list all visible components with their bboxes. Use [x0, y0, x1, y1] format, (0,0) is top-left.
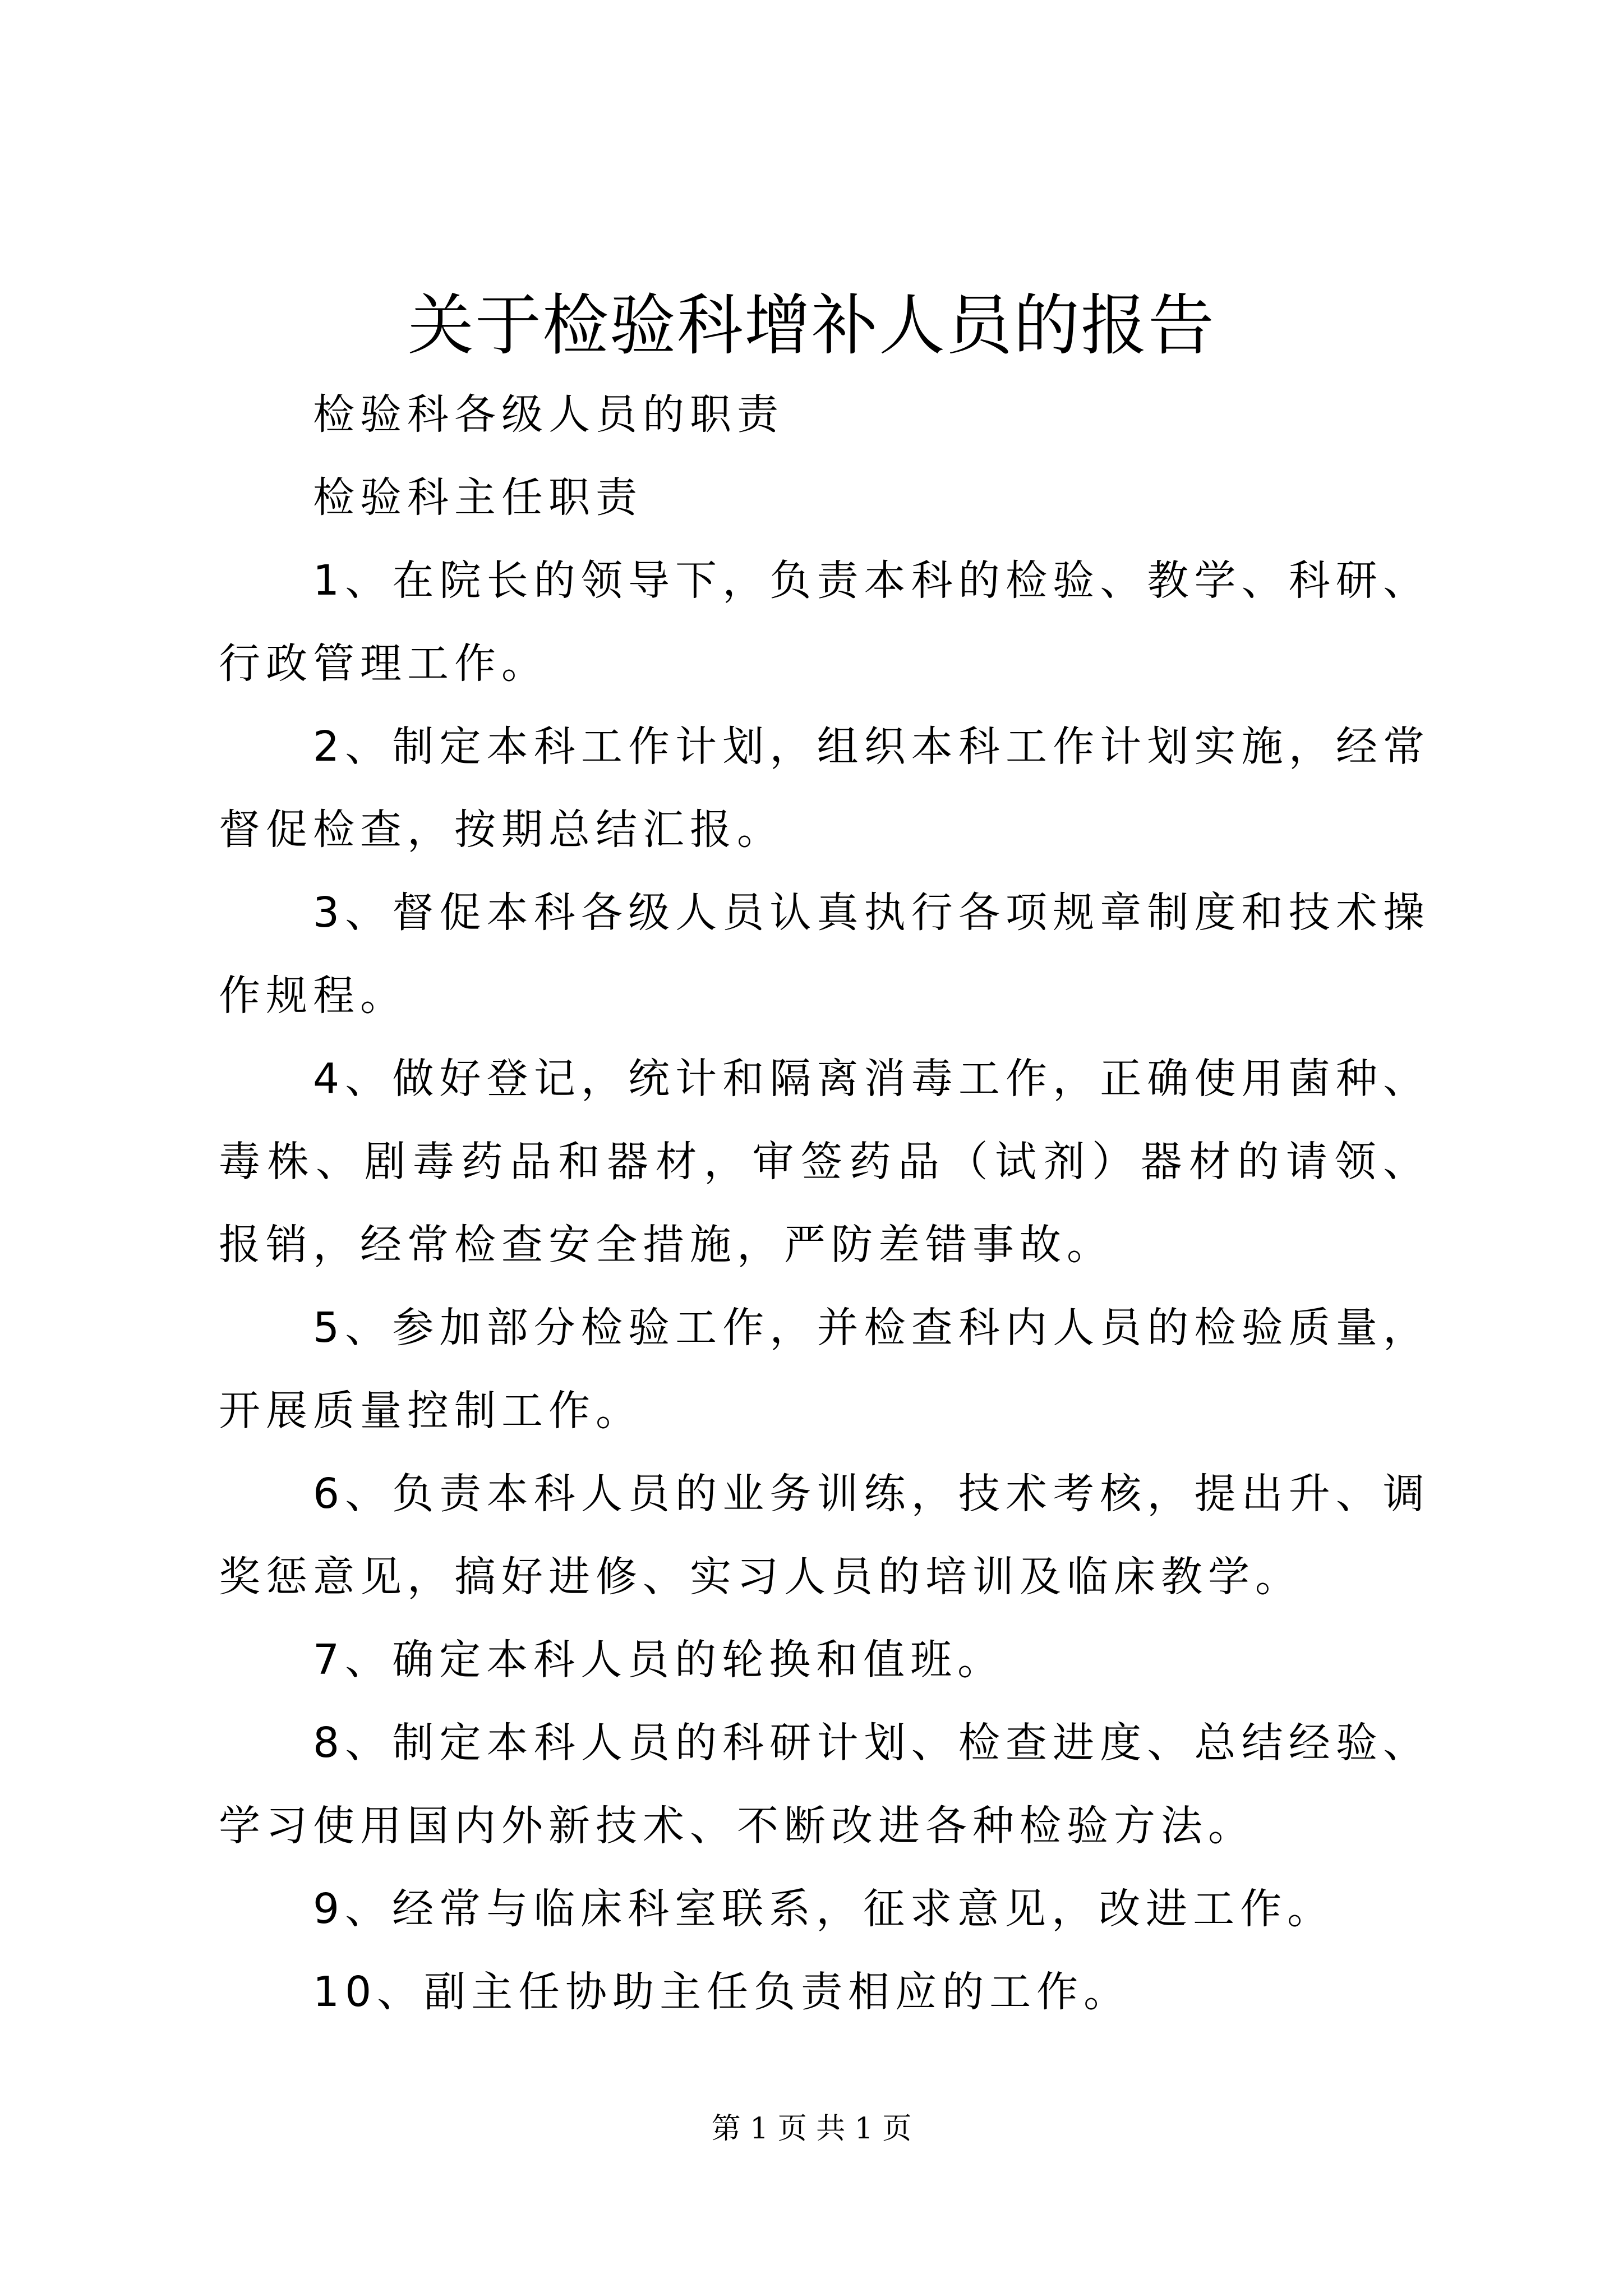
paragraph-heading-duties: 检验科各级人员的职责	[313, 390, 784, 439]
paragraph-heading-director: 检验科主任职责	[313, 473, 643, 522]
paragraph-item-7: 7、确定本科人员的轮换和值班。	[313, 1636, 1005, 1684]
paragraph-item-5: 5、参加部分检验工作，并检查科内人员的检验质量，开展质量控制工作。	[219, 1304, 1430, 1435]
paragraph-item-10: 10、副主任协助主任负责相应的工作。	[313, 1968, 1131, 2016]
paragraph-item-3: 3、督促本科各级人员认真执行各项规章制度和技术操作规程。	[219, 889, 1430, 1020]
document-body	[219, 373, 1430, 2033]
document-title: 关于检验科增补人员的报告	[407, 287, 1215, 364]
paragraph-item-6: 6、负责本科人员的业务训练，技术考核，提出升、调奖惩意见，搞好进修、实习人员的培训及临床教学。	[219, 1470, 1430, 1601]
paragraph-item-9: 9、经常与临床科室联系，征求意见，改进工作。	[313, 1885, 1335, 1933]
paragraph-item-2: 2、制定本科工作计划，组织本科工作计划实施，经常督促检查，按期总结汇报。	[219, 723, 1430, 854]
paragraph-item-8: 8、制定本科人员的科研计划、检查进度、总结经验、学习使用国内外新技术、不断改进各种检验方法。	[219, 1719, 1430, 1850]
paragraph-item-1: 1、在院长的领导下，负责本科的检验、教学、科研、行政管理工作。	[219, 556, 1430, 688]
paragraph-item-4: 4、做好登记，统计和隔离消毒工作，正确使用菌种、毒株、剧毒药品和器材，审签药品（试剂）器材的请领、报销，经常检查安全措施，严防差错事故。	[219, 1055, 1430, 1269]
page-footer: 第 1 页 共 1 页	[711, 2112, 912, 2146]
